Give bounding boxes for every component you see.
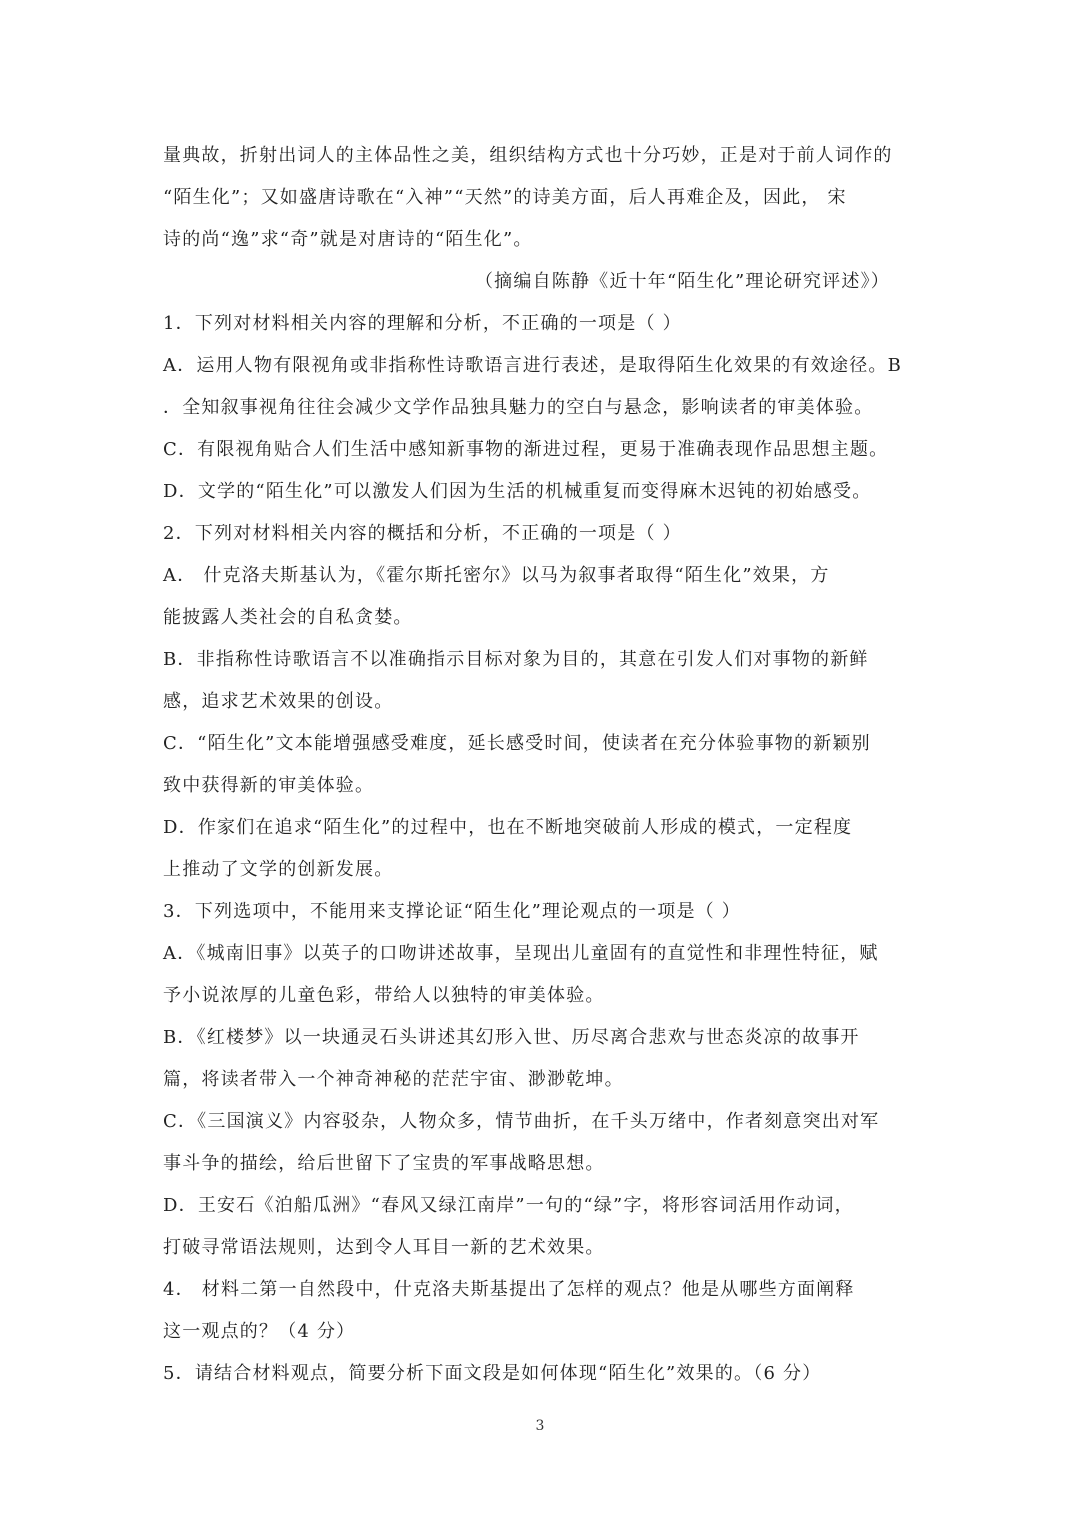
question-stem: 3．下列选项中，不能用来支撑论证“陌生化”理论观点的一项是（ ） [163, 901, 741, 922]
option-d: D．文学的“陌生化”可以激发人们因为生活的机械重复而变得麻木迟钝的初始感受。 [163, 481, 872, 502]
option-a: A．《城南旧事》以英子的口吻讲述故事，呈现出儿童固有的直觉性和非理性特征，赋 [163, 943, 879, 964]
passage-line: 诗的尚“逸”求“奇”就是对唐诗的“陌生化”。 [163, 229, 533, 250]
question-stem: 5．请结合材料观点，简要分析下面文段是如何体现“陌生化”效果的。（6 分） [163, 1363, 822, 1384]
option-b: B．非指称性诗歌语言不以准确指示目标对象为目的，其意在引发人们对事物的新鲜 [163, 649, 869, 670]
option-b: ．全知叙事视角往往会减少文学作品独具魅力的空白与悬念，影响读者的审美体验。 [163, 397, 874, 418]
source-citation: （摘编自陈静《近十年“陌生化”理论研究评述》） [474, 271, 890, 292]
option-d-continued: 打破寻常语法规则，达到令人耳目一新的艺术效果。 [163, 1237, 605, 1258]
option-c: C．有限视角贴合人们生活中感知新事物的渐进过程，更易于准确表现作品思想主题。 [163, 439, 889, 460]
option-b-continued: 篇，将读者带入一个神奇神秘的茫茫宇宙、渺渺乾坤。 [163, 1069, 624, 1090]
option-d: D．王安石《泊船瓜洲》“春风又绿江南岸”一句的“绿”字，将形容词活用作动词， [163, 1195, 854, 1216]
option-d-continued: 上推动了文学的创新发展。 [163, 859, 394, 880]
question-stem: 2．下列对材料相关内容的概括和分析，不正确的一项是（ ） [163, 523, 682, 544]
question-1 [163, 303, 928, 513]
document-page [163, 135, 928, 1395]
option-a: A． 什克洛夫斯基认为，《霍尔斯托密尔》以马为叙事者取得“陌生化”效果，方 [163, 565, 830, 586]
option-d: D．作家们在追求“陌生化”的过程中，也在不断地突破前人形成的模式，一定程度 [163, 817, 853, 838]
option-a-continued: 予小说浓厚的儿童色彩，带给人以独特的审美体验。 [163, 985, 605, 1006]
option-a-continued: 能披露人类社会的自私贪婪。 [163, 607, 413, 628]
option-a: A．运用人物有限视角或非指称性诗歌语言进行表述，是取得陌生化效果的有效途径。B [163, 355, 903, 376]
question-4 [163, 1269, 928, 1353]
option-c: C．“陌生化”文本能增强感受难度，延长感受时间，使读者在充分体验事物的新颖别 [163, 733, 871, 754]
question-3 [163, 891, 928, 1269]
passage-line: 量典故，折射出词人的主体品性之美，组织结构方式也十分巧妙，正是对于前人词作的 [163, 145, 893, 166]
question-stem: 1．下列对材料相关内容的理解和分析，不正确的一项是（ ） [163, 313, 682, 334]
passage-line: “陌生化”；又如盛唐诗歌在“入神”“天然”的诗美方面，后人再难企及，因此， 宋 [163, 187, 847, 208]
question-5 [163, 1353, 928, 1395]
option-b: B．《红楼梦》以一块通灵石头讲述其幻形入世、历尽离合悲欢与世态炎凉的故事开 [163, 1027, 860, 1048]
question-stem-continued: 这一观点的？（4 分） [163, 1321, 356, 1342]
question-stem: 4． 材料二第一自然段中，什克洛夫斯基提出了怎样的观点？他是从哪些方面阐释 [163, 1279, 855, 1300]
page-number: 3 [535, 1418, 545, 1434]
question-2 [163, 513, 928, 891]
option-c: C．《三国演义》内容驳杂，人物众多，情节曲折，在千头万绪中，作者刻意突出对军 [163, 1111, 880, 1132]
option-c-continued: 致中获得新的审美体验。 [163, 775, 375, 796]
option-b-continued: 感，追求艺术效果的创设。 [163, 691, 394, 712]
option-c-continued: 事斗争的描绘，给后世留下了宝贵的军事战略思想。 [163, 1153, 605, 1174]
